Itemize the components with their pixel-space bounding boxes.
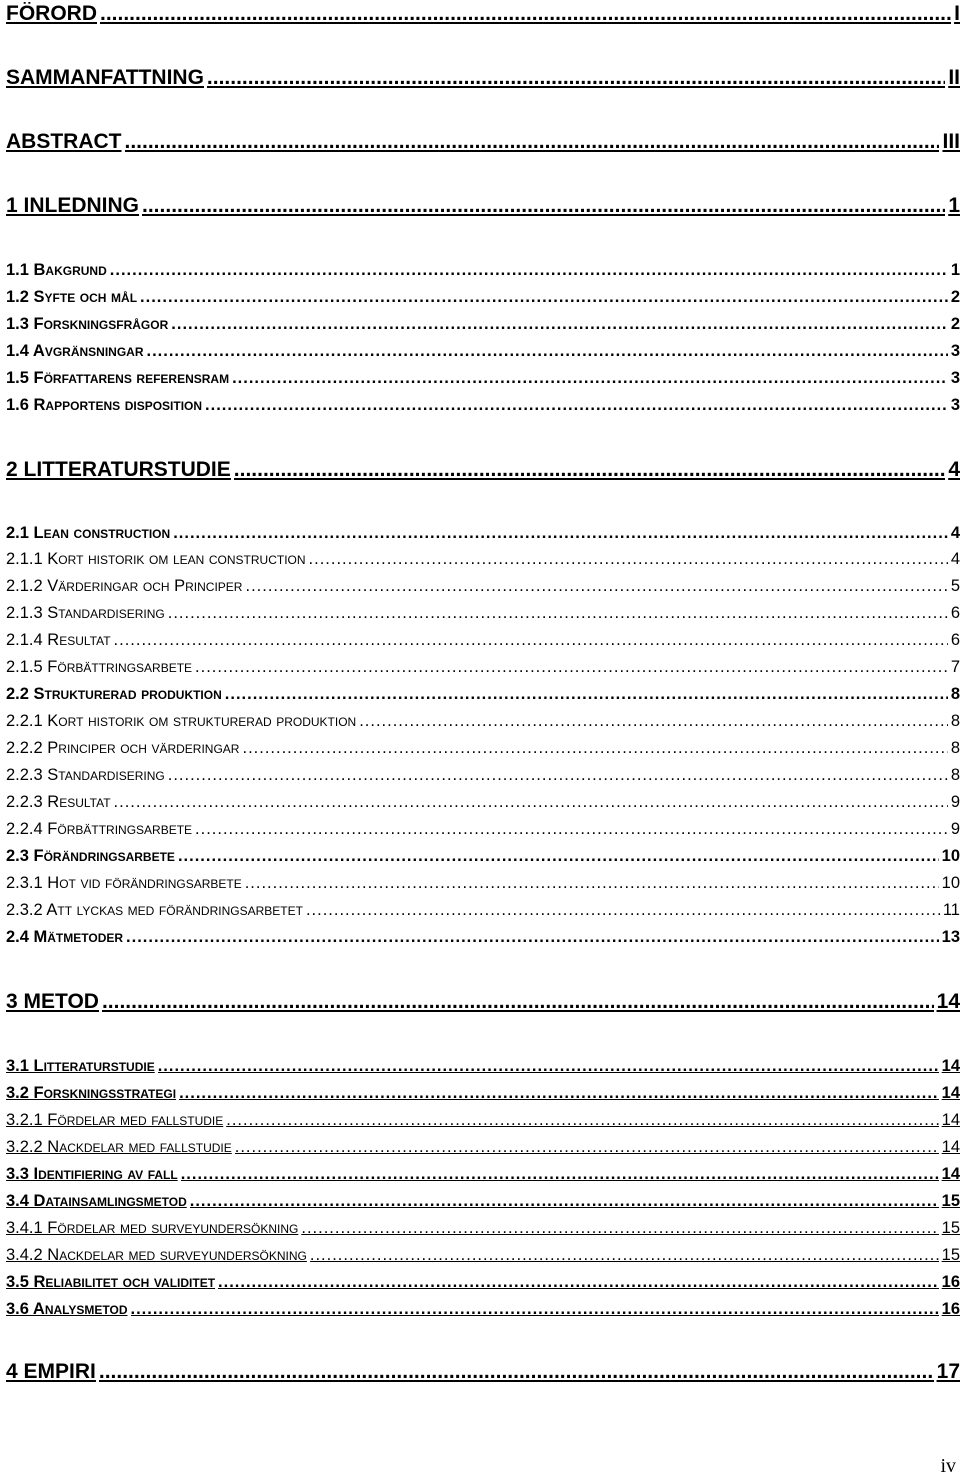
toc-entry[interactable] bbox=[6, 458, 960, 482]
toc-entry-page: 3 bbox=[950, 342, 960, 360]
toc-dot-leader bbox=[140, 288, 948, 307]
page-number: iv bbox=[940, 1455, 956, 1477]
toc-entry-title: 2.4 Mätmetoder bbox=[6, 928, 124, 946]
toc-dot-leader bbox=[309, 550, 948, 569]
toc-entry-page: 17 bbox=[936, 1360, 960, 1383]
toc-entry-title: 3.4 Datainsamlingsmetod bbox=[6, 1192, 187, 1210]
toc-entry-page: 4 bbox=[948, 458, 960, 481]
toc-entry-title: 2.1.1 Kort historik om lean construction bbox=[6, 550, 306, 568]
toc-entry-title: 1.2 Syfte och mål bbox=[6, 288, 138, 306]
toc-entry[interactable] bbox=[6, 1360, 960, 1384]
toc-entry-title: 1.5 Författarens referensram bbox=[6, 369, 230, 387]
toc-entry-title: 3.2.1 Fördelar med fallstudie bbox=[6, 1111, 224, 1129]
toc-dot-leader bbox=[226, 1111, 938, 1130]
toc-entry[interactable] bbox=[6, 1273, 960, 1292]
toc-entry[interactable] bbox=[6, 820, 960, 839]
toc-dot-leader bbox=[173, 524, 948, 543]
toc-dot-leader bbox=[171, 315, 948, 334]
toc-entry[interactable] bbox=[6, 261, 960, 280]
toc-entry-page: 14 bbox=[941, 1111, 960, 1129]
toc-dot-leader bbox=[235, 1138, 939, 1157]
toc-dot-leader bbox=[207, 66, 945, 90]
toc-dot-leader bbox=[245, 874, 939, 893]
toc-entry-title: 1.4 Avgränsningar bbox=[6, 342, 144, 360]
toc-dot-leader bbox=[205, 396, 948, 415]
toc-entry[interactable] bbox=[6, 550, 960, 569]
toc-entry[interactable] bbox=[6, 685, 960, 704]
toc-entry[interactable] bbox=[6, 342, 960, 361]
toc-entry-title: 1.6 Rapportens disposition bbox=[6, 396, 203, 414]
toc-dot-leader bbox=[147, 342, 948, 361]
toc-entry[interactable] bbox=[6, 130, 960, 154]
toc-entry[interactable] bbox=[6, 315, 960, 334]
toc-entry[interactable] bbox=[6, 1111, 960, 1130]
toc-entry[interactable] bbox=[6, 524, 960, 543]
toc-dot-leader bbox=[181, 1165, 939, 1184]
toc-entry-page: 9 bbox=[950, 820, 960, 838]
toc-entry-title: SAMMANFATTNING bbox=[6, 66, 204, 89]
toc-dot-leader bbox=[99, 1360, 934, 1384]
toc-dot-leader bbox=[100, 2, 951, 26]
toc-entry[interactable] bbox=[6, 1219, 960, 1238]
toc-entry[interactable] bbox=[6, 288, 960, 307]
toc-dot-leader bbox=[126, 928, 939, 947]
toc-entry-title: 2.1.3 Standardisering bbox=[6, 604, 165, 622]
toc-entry[interactable] bbox=[6, 2, 960, 26]
toc-entry-page: 1 bbox=[948, 194, 960, 217]
toc-entry-title: 3.6 Analysmetod bbox=[6, 1300, 128, 1318]
toc-entry-page: 14 bbox=[941, 1084, 960, 1102]
toc-entry-title: 2.1.2 Värderingar och Principer bbox=[6, 577, 243, 595]
toc-entry[interactable] bbox=[6, 631, 960, 650]
toc-dot-leader bbox=[242, 739, 947, 758]
toc-entry-page: 8 bbox=[950, 766, 960, 784]
toc-entry-title: 1.1 Bakgrund bbox=[6, 261, 107, 279]
toc-dot-leader bbox=[125, 130, 940, 154]
toc-entry-page: 14 bbox=[941, 1057, 960, 1075]
toc-entry-title: 2.1.5 Förbättringsarbete bbox=[6, 658, 193, 676]
toc-entry-title: ABSTRACT bbox=[6, 130, 122, 153]
toc-entry-page: 5 bbox=[950, 577, 960, 595]
toc-entry-title: 2.2.4 Förbättringsarbete bbox=[6, 820, 193, 838]
toc-entry-title: 3.2.2 Nackdelar med fallstudie bbox=[6, 1138, 232, 1156]
toc-entry-page: 14 bbox=[936, 990, 960, 1013]
toc-entry-page: 8 bbox=[950, 685, 960, 703]
toc-entry-page: 9 bbox=[950, 793, 960, 811]
toc-entry-title: 2 LITTERATURSTUDIE bbox=[6, 458, 231, 481]
toc-entry[interactable] bbox=[6, 1084, 960, 1103]
toc-dot-leader bbox=[234, 458, 946, 482]
toc-entry-title: 2.1 Lean construction bbox=[6, 524, 171, 542]
toc-entry[interactable] bbox=[6, 874, 960, 893]
toc-entry-title: 1 INLEDNING bbox=[6, 194, 140, 217]
toc-entry-page: 4 bbox=[950, 524, 960, 542]
toc-dot-leader bbox=[245, 577, 947, 596]
toc-entry-title: 2.3 Förändringsarbete bbox=[6, 847, 175, 865]
toc-entry-title: 2.1.4 Resultat bbox=[6, 631, 111, 649]
toc-entry[interactable] bbox=[6, 1138, 960, 1157]
toc-entry-page: 8 bbox=[950, 712, 960, 730]
toc-entry-title: 2.3.2 Att lyckas med förändringsarbetet bbox=[6, 901, 303, 919]
toc-entry[interactable] bbox=[6, 990, 960, 1014]
toc-entry-page: 2 bbox=[950, 315, 960, 333]
toc-entry[interactable] bbox=[6, 396, 960, 415]
toc-entry-page: 7 bbox=[950, 658, 960, 676]
toc-entry[interactable] bbox=[6, 1300, 960, 1319]
toc-entry-page: 1 bbox=[950, 261, 960, 279]
toc-dot-leader bbox=[190, 1192, 939, 1211]
toc-entry-page: 6 bbox=[950, 604, 960, 622]
toc-dot-leader bbox=[158, 1057, 939, 1076]
toc-dot-leader bbox=[114, 631, 948, 650]
toc-entry-title: 3.1 Litteraturstudie bbox=[6, 1057, 155, 1075]
toc-entry-title: 2.2.3 Standardisering bbox=[6, 766, 165, 784]
toc-entry-page: 3 bbox=[950, 396, 960, 414]
toc-entry-page: 10 bbox=[941, 847, 960, 865]
toc-entry-page: 16 bbox=[941, 1273, 960, 1291]
toc-entry[interactable] bbox=[6, 66, 960, 90]
toc-entry-title: 2.2 Strukturerad produktion bbox=[6, 685, 222, 703]
toc-dot-leader bbox=[195, 658, 948, 677]
toc-entry[interactable] bbox=[6, 928, 960, 947]
toc-entry[interactable] bbox=[6, 739, 960, 758]
toc-dot-leader bbox=[359, 712, 948, 731]
toc-entry-title: 3.4.2 Nackdelar med surveyundersökning bbox=[6, 1246, 307, 1264]
toc-dot-leader bbox=[310, 1246, 939, 1265]
toc-entry-title: 2.2.2 Principer och värderingar bbox=[6, 739, 240, 757]
toc-entry-title: 2.3.1 Hot vid förändringsarbete bbox=[6, 874, 242, 892]
toc-dot-leader bbox=[178, 847, 939, 866]
toc-entry[interactable] bbox=[6, 766, 960, 785]
toc-dot-leader bbox=[195, 820, 948, 839]
toc-entry-title: 1.3 Forskningsfrågor bbox=[6, 315, 169, 333]
toc-entry-title: FÖRORD bbox=[6, 2, 97, 25]
toc-entry-page: 8 bbox=[950, 739, 960, 757]
toc-entry[interactable] bbox=[6, 1246, 960, 1265]
toc-entry-title: 2.2.1 Kort historik om strukturerad produktion bbox=[6, 712, 357, 730]
toc-entry-page: III bbox=[942, 130, 960, 153]
toc-entry[interactable] bbox=[6, 793, 960, 812]
toc-entry-page: 14 bbox=[941, 1138, 960, 1156]
toc-entry-page: 15 bbox=[941, 1219, 960, 1237]
toc-dot-leader bbox=[218, 1273, 939, 1292]
toc-entry[interactable] bbox=[6, 1057, 960, 1076]
toc-dot-leader bbox=[232, 369, 948, 388]
toc-entry-title: 3 METOD bbox=[6, 990, 99, 1013]
toc-entry[interactable] bbox=[6, 194, 960, 218]
toc-entry-page: I bbox=[954, 2, 960, 25]
toc-entry-title: 2.2.3 Resultat bbox=[6, 793, 111, 811]
toc-dot-leader bbox=[142, 194, 945, 218]
toc-dot-leader bbox=[114, 793, 948, 812]
toc-entry[interactable] bbox=[6, 369, 960, 388]
toc-dot-leader bbox=[131, 1300, 939, 1319]
toc-entry-page: 11 bbox=[942, 901, 960, 919]
toc-entry-page: 6 bbox=[950, 631, 960, 649]
toc-dot-leader bbox=[168, 766, 948, 785]
toc-entry[interactable] bbox=[6, 577, 960, 596]
toc-entry[interactable] bbox=[6, 712, 960, 731]
toc-dot-leader bbox=[110, 261, 948, 280]
toc-dot-leader bbox=[168, 604, 948, 623]
toc-entry[interactable] bbox=[6, 658, 960, 677]
toc-entry-page: 4 bbox=[950, 550, 960, 568]
toc-entry-page: 15 bbox=[941, 1246, 960, 1264]
toc-entry[interactable] bbox=[6, 901, 960, 920]
toc-dot-leader bbox=[301, 1219, 938, 1238]
toc-entry-title: 3.2 Forskningsstrategi bbox=[6, 1084, 177, 1102]
toc-entry-page: 16 bbox=[941, 1300, 960, 1318]
toc-entry[interactable] bbox=[6, 1192, 960, 1211]
toc-entry-title: 4 EMPIRI bbox=[6, 1360, 96, 1383]
toc-entry-title: 3.5 Reliabilitet och validitet bbox=[6, 1273, 216, 1291]
toc-dot-leader bbox=[225, 685, 948, 704]
toc-entry-page: 3 bbox=[950, 369, 960, 387]
toc-entry-title: 3.3 Identifiering av fall bbox=[6, 1165, 178, 1183]
toc-dot-leader bbox=[306, 901, 940, 920]
toc-entry-page: 2 bbox=[950, 288, 960, 306]
toc-entry[interactable] bbox=[6, 604, 960, 623]
toc-dot-leader bbox=[102, 990, 934, 1014]
toc-entry-page: 13 bbox=[941, 928, 960, 946]
toc-entry-page: 10 bbox=[941, 874, 960, 892]
toc-entry-page: 14 bbox=[941, 1165, 960, 1183]
toc-entry[interactable] bbox=[6, 847, 960, 866]
toc-dot-leader bbox=[179, 1084, 939, 1103]
toc-entry[interactable] bbox=[6, 1165, 960, 1184]
toc-entry-page: 15 bbox=[941, 1192, 960, 1210]
toc-entry-title: 3.4.1 Fördelar med surveyundersökning bbox=[6, 1219, 299, 1237]
toc-entry-page: II bbox=[948, 66, 960, 89]
